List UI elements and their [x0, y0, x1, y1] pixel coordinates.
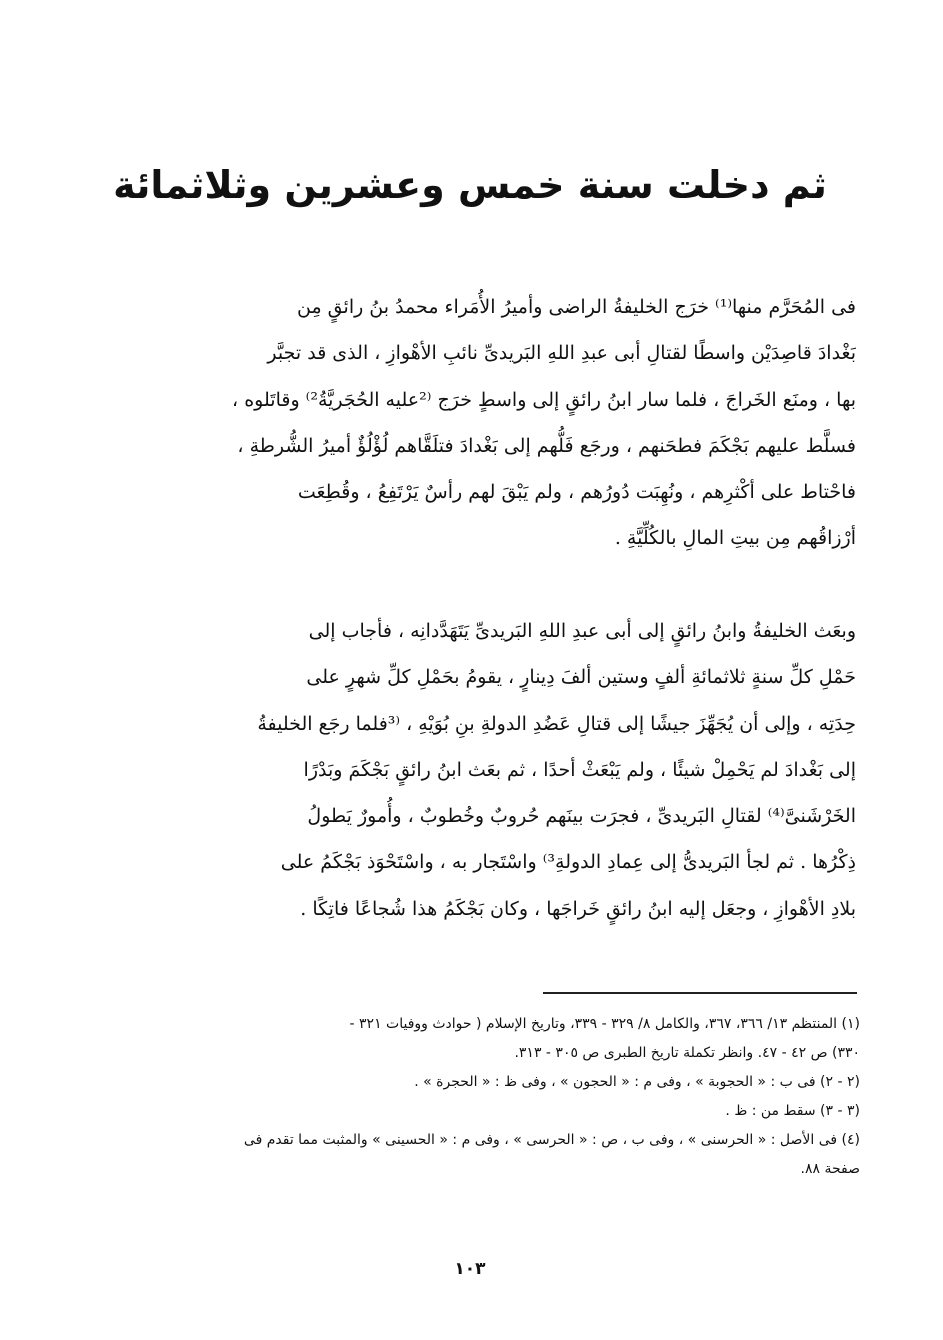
- text-line: فاحْتاط على أكْثرِهم ، ونُهِبَت دُورُهم ، ولم يَبْقَ لهم رأسٌ يَرْتَفِعُ ، وقُطِعَت: [297, 481, 856, 504]
- page-number: ١٠٣: [454, 1259, 486, 1279]
- text-line: فى المُحَرَّم منها⁽¹⁾ خرَج الخليفةُ الراضى وأميرُ الأُمَراء محمدُ بنُ رائقٍ مِن: [297, 296, 856, 318]
- footnote-line: (١) المنتظم ١٣/ ٣٦٦، ٣٦٧، والكامل ٨/ ٣٢٩ - ٣٣٩، وتاريخ الإسلام ( حوادث ووفيات ٣٢١ -: [349, 1016, 860, 1032]
- text-line: وبعَث الخليفةُ وابنُ رائقٍ إلى أبى عبدِ اللهِ البَريدىِّ يَتَهَدَّدانِه ، فأجاب إلى: [308, 620, 856, 642]
- footnote-line: (٣ - ٣) سقط من : ظ .: [725, 1103, 860, 1119]
- text-line: الخَرْشَنىَّ⁽⁴⁾ لقتالِ البَريدىِّ ، فجرَت بينَهم حُروبٌ وخُطوبٌ ، وأُمورٌ يَطولُ: [307, 805, 856, 828]
- page-title: ثم دخلت سنة خمس وعشرين وثلاثمائة: [113, 163, 827, 207]
- text-line: أرْزاقُهم مِن بيتِ المالِ بالكُلِّيَّةِ .: [614, 527, 856, 550]
- text-line: حِدَتِه ، وإلى أن يُجَهِّزَ جيشًا إلى قتالِ عَضُدِ الدولةِ بنِ بُوَيْهِ ، ⁽³فلما رجَع الخليفةُ: [257, 712, 856, 735]
- footnote-line: ٣٣٠) ص ٤٢ - ٤٧. وانظر تكملة تاريخ الطبرى ص ٣٠٥ - ٣١٣.: [514, 1045, 860, 1061]
- footnotes: [150, 1010, 860, 1184]
- footnote-line: (٢ - ٢) فى ب : « الحجوبة » ، وفى م : « الحجون » ، وفى ظ : « الحجرة » .: [414, 1074, 860, 1090]
- text-line: إلى بَغْدادَ لم يَحْمِلْ شيئًا ، ولم يَبْعَثْ أحدًا ، ثم بعَث ابنُ رائقٍ بَجْكَمَ وبَدْرًا: [303, 758, 856, 781]
- footnote-separator: [543, 992, 857, 994]
- text-line: ذِكْرُها . ثم لجأ البَريدىُّ إلى عِمادِ الدولةِ³⁾ واسْتَجار به ، واسْتَحْوَذ بَجْكَمُ على: [280, 851, 856, 874]
- footnote-line: صفحة ٨٨.: [800, 1161, 860, 1177]
- text-line: بها ، ومنَع الخَراجَ ، فلما سار ابنُ رائقٍ إلى واسطٍ خرَج ⁽²عليه الحُجَريَّةُ²⁾ وقاتَلوه ،: [232, 388, 856, 411]
- footnote-line: (٤) فى الأصل : « الحرسنى » ، وفى ب ، ص : « الحرسى » ، وفى م : « الحسينى » والمثبت مما تقدم فى: [243, 1132, 860, 1148]
- text-line: بلادِ الأهْوازِ ، وجعَل إليه ابنُ رائقٍ خَراجَها ، وكان بَجْكَمُ هذا شُجاعًا فاتِكًا .: [300, 897, 856, 920]
- paragraph-1: [150, 284, 856, 562]
- text-line: بَغْدادَ قاصِدَيْن واسطًا لقتالِ أبى عبدِ اللهِ البَريدىِّ نائبِ الأهْوازِ ، الذى قد تجبَّر: [267, 342, 856, 365]
- paragraph-2: [150, 608, 856, 932]
- text-line: فسلَّط عليهم بَجْكَمَ فطحَنهم ، ورجَع فَلُّهم إلى بَغْدادَ فتلَقَّاهم لُؤْلُؤٌ أميرُ الشُّرطةِ ،: [237, 434, 856, 457]
- text-line: حَمْلِ كلِّ سنةٍ ثلاثمائةِ ألفٍ وستين ألفَ دِينارٍ ، يقومُ بحَمْلِ كلِّ شهرٍ على: [306, 666, 856, 689]
